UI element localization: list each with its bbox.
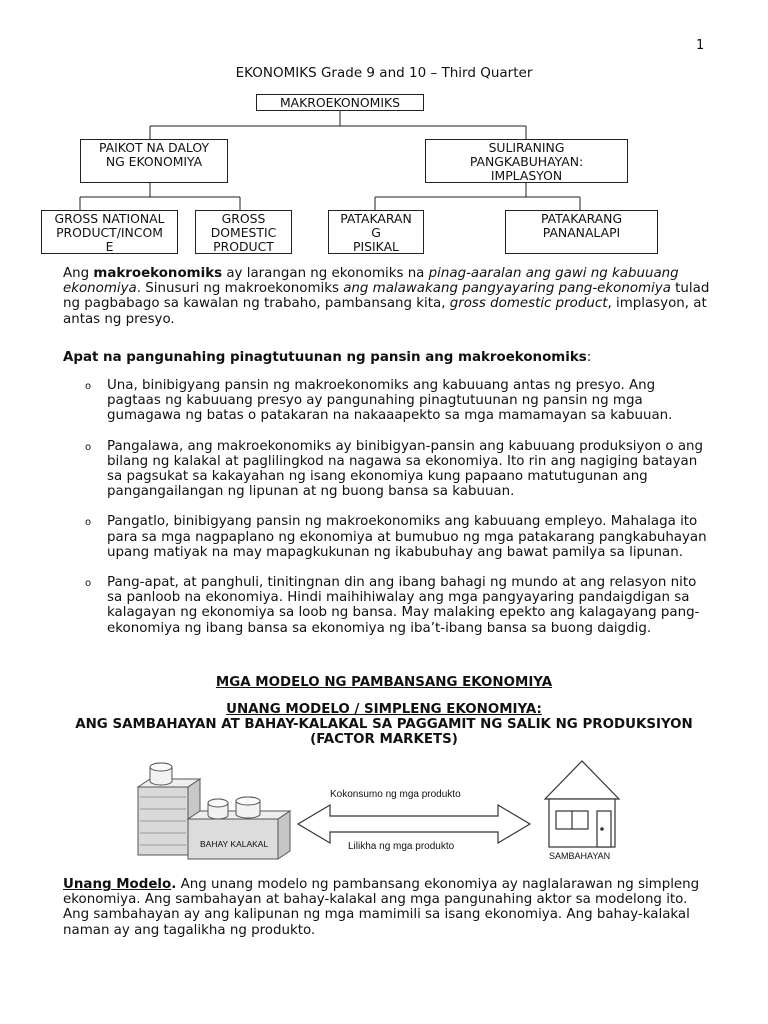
gnp-line-2: PRODUCT/INCOM xyxy=(56,225,163,240)
suliraning-line-2: PANGKABUHAYAN: xyxy=(469,154,584,169)
gnp-line-3: E xyxy=(105,239,114,254)
intro-paragraph xyxy=(63,266,713,327)
gdp-line-3: PRODUCT xyxy=(213,239,274,254)
focus-heading-colon: : xyxy=(586,350,592,365)
list-item: o Pang-apat, at panghuli, tinitingnan din ang ibang bahagi ng mundo at ang relasyon nito sa panloob na ekonomiya. Hindi maihihiwalay ang mga pangyayaring pandaigdigan sa kalagayan ng ekonomiya sa loob ng bansa. May malaking epekto ang kalagayang pang-ekonomiya ng ibang bansa sa ekonomiya ng iba’t-ibang bansa sa buong daigdig. xyxy=(80,575,710,636)
double-arrow xyxy=(298,805,530,843)
pisikal-line-2: G xyxy=(371,225,381,240)
list-item: o Pangalawa, ang makroekonomiks ay binibigyan-pansin ang kabuuang produksiyon o ang bilang ng kalakal at paglilingkod na nagawa sa ekonomiya. Ito rin ang nagiging batayan sa pagsukat sa kakayahan ng isang ekonomiya kung papaano matutugunan ang pangangailangan ng lipunan at ng buong bansa sa kabuuan. xyxy=(80,439,710,500)
list-item: o Pangatlo, binibigyang pansin ng makroekonomiks ang kabuuang empleyo. Mahalaga ito para sa mga nagpaplano ng ekonomiya at bumubuo ng mga patakarang pangkabuhayan upang matiyak na may mapagkukunan ng ikabubuhay ang bawat pamilya sa lipunan. xyxy=(80,514,710,560)
makroekonomiks-box xyxy=(256,94,424,111)
gdp-box xyxy=(195,210,292,254)
patakarang-pisikal-box xyxy=(328,210,424,254)
first-model-lead: Unang Modelo xyxy=(63,877,172,892)
intro-text-4: tulad ng pagbabago sa kawalan ng trabaho, pambansang kita, xyxy=(63,281,710,312)
simple-economy-diagram xyxy=(0,755,768,865)
paikot-line-2: NG EKONOMIYA xyxy=(105,154,203,169)
gnp-box xyxy=(41,210,178,254)
focus-heading-text: Apat na pangunahing pinagtutuunan ng pansin ang makroekonomiks xyxy=(63,350,587,365)
document-title: EKONOMIKS Grade 9 and 10 – Third Quarter xyxy=(235,65,533,81)
lilikha-label: Lilikha ng mga produkto xyxy=(348,841,455,852)
suliraning-line-3: IMPLASYON xyxy=(490,168,563,183)
first-model-text: Ang unang modelo ng pambansang ekonomiya ay naglalarawan ng simpleng ekonomiya. Ang sambahayan at bahay-kalakal ang mga pangunahing aktor sa modelong ito. Ang sambahayan ay ang kalipunan ng mga mamimili sa isang ekonomiya. Ang bahay-kalakal naman ay ang tagalikha ng produkto. xyxy=(63,877,700,938)
focus-list xyxy=(80,378,710,651)
gdp-line-1: GROSS xyxy=(221,211,266,226)
first-model-paragraph xyxy=(63,877,713,938)
list-item: o Una, binibigyang pansin ng makroekonomiks ang kabuuang antas ng presyo. Ang pagtaas ng kabuuang presyo ay pangunahing pinagtutuunan ng pansin ng mga gumagawa ng batas o patakaran na nakaaapekto sa mga mamamayan sa kabuuan. xyxy=(80,378,710,424)
gnp-line-1: GROSS NATIONAL xyxy=(54,211,165,226)
first-model-title: UNANG MODELO / SIMPLENG EKONOMIYA: xyxy=(226,702,542,717)
first-model-subtitle: ANG SAMBAHAYAN AT BAHAY-KALAKAL SA PAGGAMIT NG SALIK NG PRODUKSIYON xyxy=(75,717,693,732)
intro-text-2: ay larangan ng ekonomiks na xyxy=(222,266,429,281)
sambahayan-house-icon xyxy=(545,761,619,847)
pisikal-line-1: PATAKARAN xyxy=(340,211,412,226)
pananalapi-line-2: PANANALAPI xyxy=(542,225,621,240)
bahay-kalakal-label: BAHAY KALAKAL xyxy=(200,839,269,849)
focus-heading xyxy=(63,350,591,365)
suliraning-pangkabuhayan-box xyxy=(425,139,628,183)
intro-emphasis-2: ang malawakang pangyayaring pang-ekonomiya xyxy=(343,281,671,297)
paikot-line-1: PAIKOT NA DALOY xyxy=(98,140,210,155)
first-model-lead-dot: . xyxy=(171,877,177,892)
pisikal-line-3: PISIKAL xyxy=(353,239,399,254)
intro-text-5: , implasyon, at antas ng presyo. xyxy=(63,296,707,327)
intro-text-1: Ang xyxy=(63,266,94,281)
patakarang-pananalapi-box xyxy=(505,210,658,254)
gdp-line-2: DOMESTIC xyxy=(210,225,277,240)
pananalapi-line-1: PATAKARANG xyxy=(540,211,623,226)
paikot-na-daloy-box xyxy=(80,139,228,183)
intro-term-makroekonomiks: makroekonomiks xyxy=(93,266,223,281)
intro-emphasis-1: pinag-aaralan ang gawi ng kabuuang ekonomiya xyxy=(63,266,679,297)
suliraning-line-1: SULIRANING xyxy=(488,140,565,155)
first-model-heading xyxy=(0,702,768,747)
intro-emphasis-3: gross domestic product xyxy=(449,296,608,312)
page-number: 1 xyxy=(696,38,705,53)
sambahayan-label: SAMBAHAYAN xyxy=(549,851,611,861)
first-model-subtitle-2: (FACTOR MARKETS) xyxy=(310,732,458,747)
makroekonomiks-label: MAKROEKONOMIKS xyxy=(279,95,401,110)
kokonsumo-label: Kokonsumo ng mga produkto xyxy=(330,789,461,800)
intro-text-3: . Sinusuri ng makroekonomiks xyxy=(136,281,344,297)
models-title: MGA MODELO NG PAMBANSANG EKONOMIYA xyxy=(215,675,553,690)
